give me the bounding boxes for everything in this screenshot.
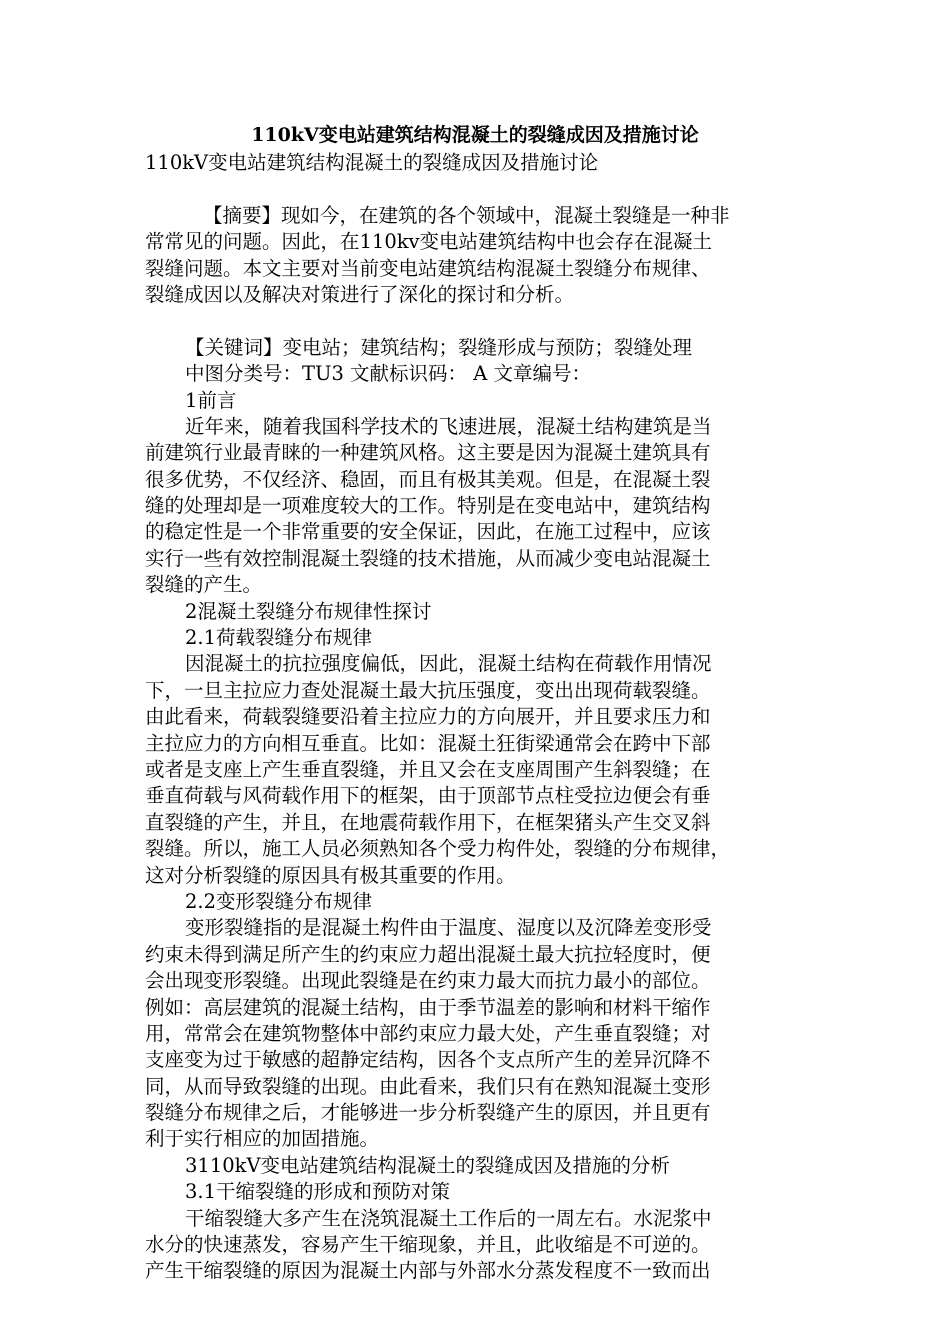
paragraph-line: 这对分析裂缝的原因具有极其重要的作用。 [145,863,516,887]
paragraph-line: 实行一些有效控制混凝土裂缝的技术措施，从而减少变电站混凝土 [145,546,711,570]
document-title: 110kV变电站建筑结构混凝土的裂缝成因及措施讨论 [251,124,699,146]
paragraph-line: 变形裂缝指的是混凝土构件由于温度、湿度以及沉降差变形受 [185,916,712,940]
paragraph-line: 前建筑行业最青睐的一种建筑风格。这主要是因为混凝土建筑具有 [145,441,711,465]
paragraph-line: 用，常常会在建筑物整体中部约束应力最大处，产生垂直裂缝；对 [145,1021,711,1045]
paragraph-line: 直裂缝的产生，并且，在地震荷载作用下，在框架猪头产生交叉斜 [145,810,711,834]
subsection-heading: 2.2变形裂缝分布规律 [185,889,373,913]
paragraph-line: 约束未得到满足所产生的约束应力超出混凝土最大抗拉轻度时，便 [145,942,711,966]
abstract-line: 裂缝问题。本文主要对当前变电站建筑结构混凝土裂缝分布规律、 [145,256,711,280]
paragraph-line: 例如：高层建筑的混凝土结构，由于季节温差的影响和材料干缩作 [145,995,711,1019]
paragraph-line: 下，一旦主拉应力查处混凝土最大抗压强度，变出出现荷载裂缝。 [145,678,711,702]
paragraph-line: 缝的处理却是一项难度较大的工作。特别是在变电站中，建筑结构 [145,494,711,518]
paragraph-line: 主拉应力的方向相互垂直。比如：混凝土狂街梁通常会在跨中下部 [145,731,711,755]
paragraph-line: 干缩裂缝大多产生在浇筑混凝土工作后的一周左右。水泥浆中 [185,1206,712,1230]
blank-line [145,308,805,334]
section-heading: 2混凝土裂缝分布规律性探讨 [185,599,432,623]
paragraph-line: 很多优势，不仅经济、稳固，而且有极其美观。但是，在混凝土裂 [145,467,711,491]
keywords-line: 【关键词】变电站；建筑结构；裂缝形成与预防；裂缝处理 [185,335,693,359]
paragraph-line: 近年来，随着我国科学技术的飞速进展，混凝土结构建筑是当 [185,414,712,438]
paragraph-line: 裂缝。所以，施工人员必须熟知各个受力构件处，裂缝的分布规律， [145,837,731,861]
subsection-heading: 2.1荷载裂缝分布规律 [185,626,373,650]
paragraph-line: 同，从而导致裂缝的出现。由此看来，我们只有在熟知混凝土变形 [145,1074,711,1098]
abstract-line: 常常见的问题。因此，在110kv变电站建筑结构中也会存在混凝土 [145,230,713,254]
paragraph-line: 会出现变形裂缝。出现此裂缝是在约束力最大而抗力最小的部位。 [145,969,711,993]
subsection-heading: 3.1干缩裂缝的形成和预防对策 [185,1180,451,1204]
paragraph-line: 垂直荷载与风荷载作用下的框架，由于顶部节点柱受拉边便会有垂 [145,784,711,808]
paragraph-line: 水分的快速蒸发，容易产生干缩现象，并且，此收缩是不可逆的。 [145,1233,711,1257]
section-heading: 1前言 [185,388,237,412]
paragraph-line: 裂缝的产生。 [145,573,263,597]
document-body [145,150,805,1285]
abstract-line: 【摘要】现如今，在建筑的各个领域中，混凝土裂缝是一种非 [203,203,730,227]
document-subtitle: 110kV变电站建筑结构混凝土的裂缝成因及措施讨论 [145,151,599,174]
paragraph-line: 因混凝土的抗拉强度偏低，因此，混凝土结构在荷载作用情况 [185,652,712,676]
abstract-line: 裂缝成因以及解决对策进行了深化的探讨和分析。 [145,282,575,306]
blank-line [145,176,805,202]
paragraph-line: 产生干缩裂缝的原因为混凝土内部与外部水分蒸发程度不一致而出 [145,1259,711,1283]
paragraph-line: 支座变为过于敏感的超静定结构，因各个支点所产生的差异沉降不 [145,1048,711,1072]
paragraph-line: 或者是支座上产生垂直裂缝，并且又会在支座周围产生斜裂缝；在 [145,757,711,781]
section-heading: 3110kV变电站建筑结构混凝土的裂缝成因及措施的分析 [185,1153,671,1177]
paragraph-line: 的稳定性是一个非常重要的安全保证，因此，在施工过程中，应该 [145,520,711,544]
paragraph-line: 利于实行相应的加固措施。 [145,1127,380,1151]
paragraph-line: 由此看来，荷载裂缝要沿着主拉应力的方向展开，并且要求压力和 [145,705,711,729]
paragraph-line: 裂缝分布规律之后，才能够进一步分析裂缝产生的原因，并且更有 [145,1101,711,1125]
classification-line: 中图分类号：TU3 文献标识码： A 文章编号： [185,362,592,386]
